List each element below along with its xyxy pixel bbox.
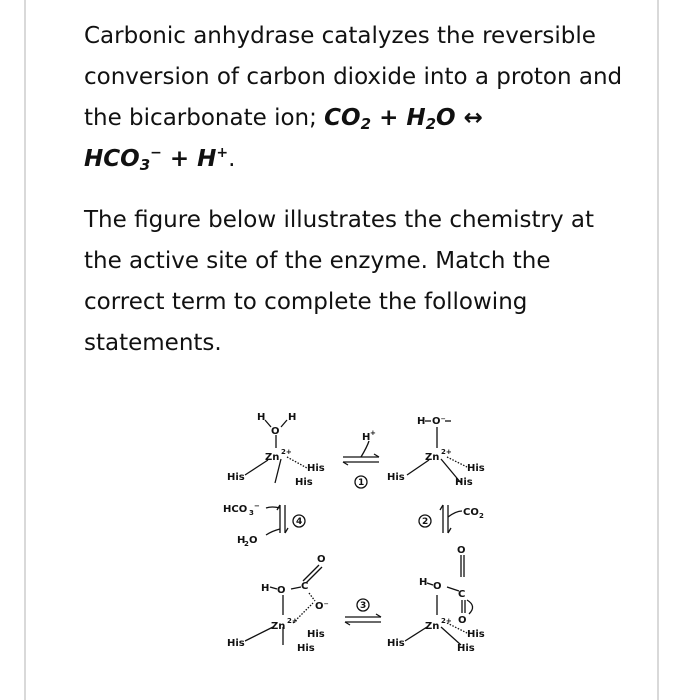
question-intro-text: Carbonic anhydrase catalyzes the reversible conversion of carbon dioxide into a proton and the bicarbonate ion; — [84, 23, 623, 131]
co2-sub: 2 — [479, 512, 484, 520]
his-label: His — [295, 477, 313, 488]
his-label: His — [455, 477, 473, 488]
atom-h-label: H — [288, 412, 297, 423]
his-label: His — [467, 463, 485, 474]
right-frame-border — [657, 0, 659, 700]
atom-h-label: H — [257, 412, 266, 423]
his-label: His — [467, 629, 485, 640]
water-o: O — [249, 535, 258, 546]
zinc-charge: 2+ — [287, 617, 298, 625]
atom-o-minus-label: O⁻ — [315, 601, 329, 612]
zinc-charge: 2+ — [441, 617, 452, 625]
atom-o-label: O — [458, 615, 467, 626]
bicarbonate-label: HCO — [223, 504, 248, 515]
question-text — [84, 16, 624, 364]
step-3-label: 3 — [360, 601, 367, 611]
atom-c-label: C — [458, 589, 466, 600]
atom-c-label: C — [301, 581, 309, 592]
water-label: H — [237, 535, 246, 546]
zinc-label: Zn — [425, 452, 440, 463]
atom-h-label: H — [417, 416, 426, 427]
water-sub: 2 — [244, 540, 249, 548]
zinc-label: Zn — [425, 621, 440, 632]
bicarbonate-sub: 3 — [249, 509, 254, 517]
zinc-label: Zn — [271, 621, 286, 632]
atom-h-label: H — [261, 583, 270, 594]
zinc-label: Zn — [265, 452, 280, 463]
his-label: His — [227, 638, 245, 649]
reaction-equation: $CO_2 + H_2O$ ↔ — [324, 105, 483, 133]
atom-o-label: O — [457, 545, 466, 556]
his-label: His — [457, 643, 475, 654]
step-1-label: 1 — [358, 478, 365, 488]
step-2-label: 2 — [422, 517, 429, 527]
reversible-arrow: ↔ — [463, 105, 483, 131]
atom-o-label: O — [317, 554, 326, 565]
question-paragraph-1: Carbonic anhydrase catalyzes the reversible conversion of carbon dioxide into a proton and the bicarbonate ion; $CO_2 + H_2O$ ↔ $HCO_3^- + H^+$. — [84, 23, 623, 174]
proton-charge: + — [370, 429, 376, 437]
zinc-charge: 2+ — [281, 448, 292, 456]
his-label: His — [297, 643, 315, 654]
step-4-label: 4 — [296, 517, 303, 527]
his-label: His — [227, 472, 245, 483]
atom-o-label: O — [271, 426, 280, 437]
carbonic-anhydrase-mechanism-diagram — [215, 405, 505, 665]
bicarbonate-charge: − — [254, 502, 260, 510]
atom-o-label: O — [433, 581, 442, 592]
zinc-charge: 2+ — [441, 448, 452, 456]
his-label: His — [387, 472, 405, 483]
reaction-products: $HCO_3^- + H^+$ — [84, 145, 229, 174]
his-label: His — [307, 629, 325, 640]
hydroxide-o-label: O⁻ — [432, 416, 446, 427]
left-frame-border — [24, 0, 26, 700]
atom-h-label: H — [419, 577, 428, 588]
his-label: His — [387, 638, 405, 649]
atom-o-label: O — [277, 585, 286, 596]
his-label: His — [307, 463, 325, 474]
proton-label: H — [362, 432, 371, 443]
co2-label: CO — [463, 507, 479, 518]
question-paragraph-2: The figure below illustrates the chemistry at the active site of the enzyme. Match the correct term to complete the following statements. — [84, 207, 594, 356]
active-site-figure — [215, 405, 505, 665]
